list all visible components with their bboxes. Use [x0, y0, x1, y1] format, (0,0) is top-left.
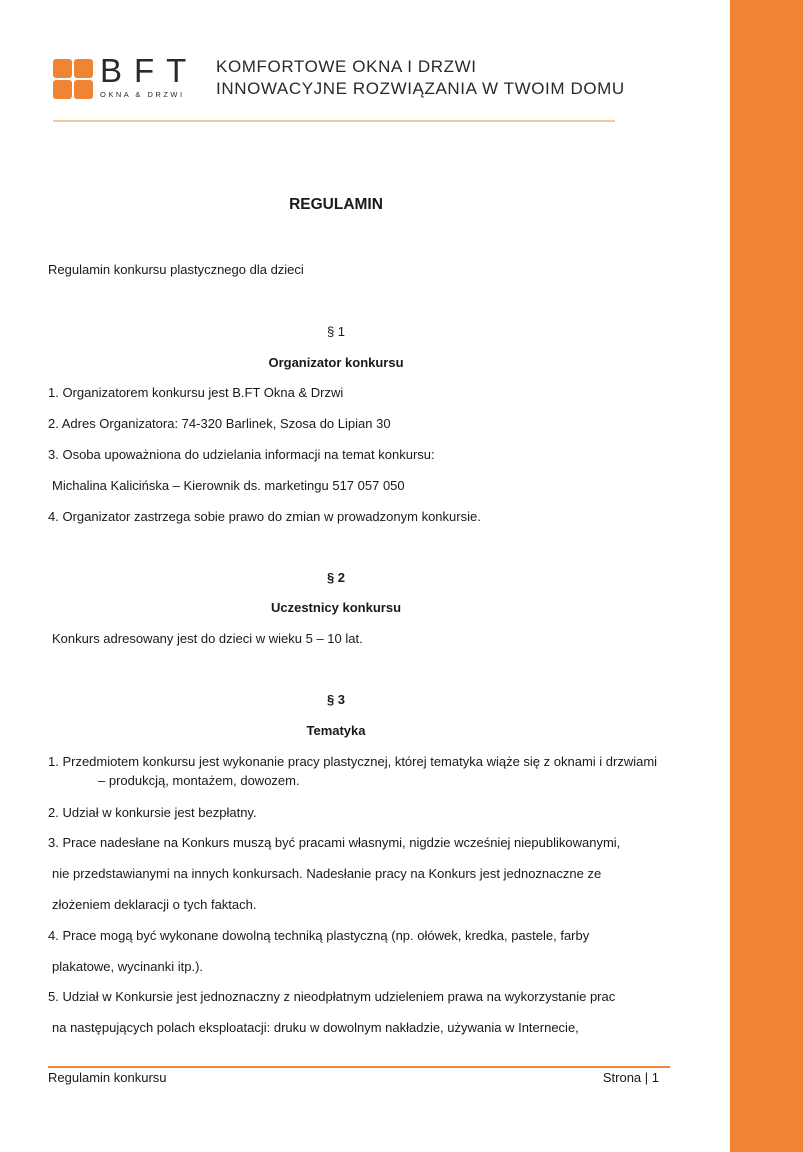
section-2-line: Konkurs adresowany jest do dzieci w wieku 5 – 10 lat.: [52, 631, 363, 646]
tagline-line-1: KOMFORTOWE OKNA I DRZWI: [216, 57, 477, 76]
section-1-number: § 1: [326, 324, 346, 339]
section-3-line: 4. Prace mogą być wykonane dowolną techniką plastyczną (np. ołówek, kredka, pastele, farby: [48, 928, 590, 943]
footer-page-number: Strona | 1: [602, 1070, 659, 1085]
section-3-line: na następujących polach eksploatacji: druku w dowolnym nakładzie, używania w Internecie,: [52, 1020, 579, 1035]
section-1-heading: Organizator konkursu: [268, 355, 404, 370]
section-3-line: – produkcją, montażem, dowozem.: [98, 773, 300, 788]
section-1-line: 3. Osoba upoważniona do udzielania informacji na temat konkursu:: [48, 447, 435, 462]
section-2-heading: Uczestnicy konkursu: [270, 600, 402, 615]
section-1-line: 2. Adres Organizatora: 74-320 Barlinek, Szosa do Lipian 30: [48, 416, 391, 431]
section-3-line: 5. Udział w Konkursie jest jednoznaczny z nieodpłatnym udzieleniem prawa na wykorzystanie prac: [48, 989, 616, 1004]
section-2-number: § 2: [326, 570, 346, 585]
header-tagline: [216, 56, 625, 100]
section-3-line: 1. Przedmiotem konkursu jest wykonanie pracy plastycznej, której tematyka wiąże się z oknami i drzwiami: [48, 754, 658, 769]
section-3-line: 2. Udział w konkursie jest bezpłatny.: [48, 805, 257, 820]
tagline-line-2: INNOWACYJNE ROZWIĄZANIA W TWOIM DOMU: [216, 79, 625, 98]
document-title: REGULAMIN: [289, 196, 383, 213]
section-1-line: 4. Organizator zastrzega sobie prawo do zmian w prowadzonym konkursie.: [48, 509, 481, 524]
section-1-line: 1. Organizatorem konkursu jest B.FT Okna & Drzwi: [48, 385, 344, 400]
section-3-heading: Tematyka: [306, 723, 366, 738]
footer-doc-name: Regulamin konkursu: [48, 1070, 167, 1085]
logo-squares-icon: [53, 59, 93, 99]
logo-subtext: OKNA & DRZWI: [100, 90, 185, 99]
logo-text: BFT: [100, 52, 199, 89]
header-divider: [53, 120, 615, 122]
section-1-line: Michalina Kalicińska – Kierownik ds. marketingu 517 057 050: [52, 478, 405, 493]
section-3-line: nie przedstawianymi na innych konkursach. Nadesłanie pracy na Konkurs jest jednoznaczne ze: [52, 866, 602, 881]
side-accent-bar: [730, 0, 803, 1152]
page-header: [53, 52, 633, 102]
section-3-number: § 3: [326, 692, 346, 707]
footer-divider: [48, 1066, 670, 1068]
section-3-line: 3. Prace nadesłane na Konkurs muszą być pracami własnymi, nigdzie wcześniej niepublikowanymi,: [48, 835, 621, 850]
section-3-line: plakatowe, wycinanki itp.).: [52, 959, 204, 974]
document-subtitle: Regulamin konkursu plastycznego dla dzieci: [48, 262, 304, 277]
section-3-line: złożeniem deklaracji o tych faktach.: [52, 897, 257, 912]
